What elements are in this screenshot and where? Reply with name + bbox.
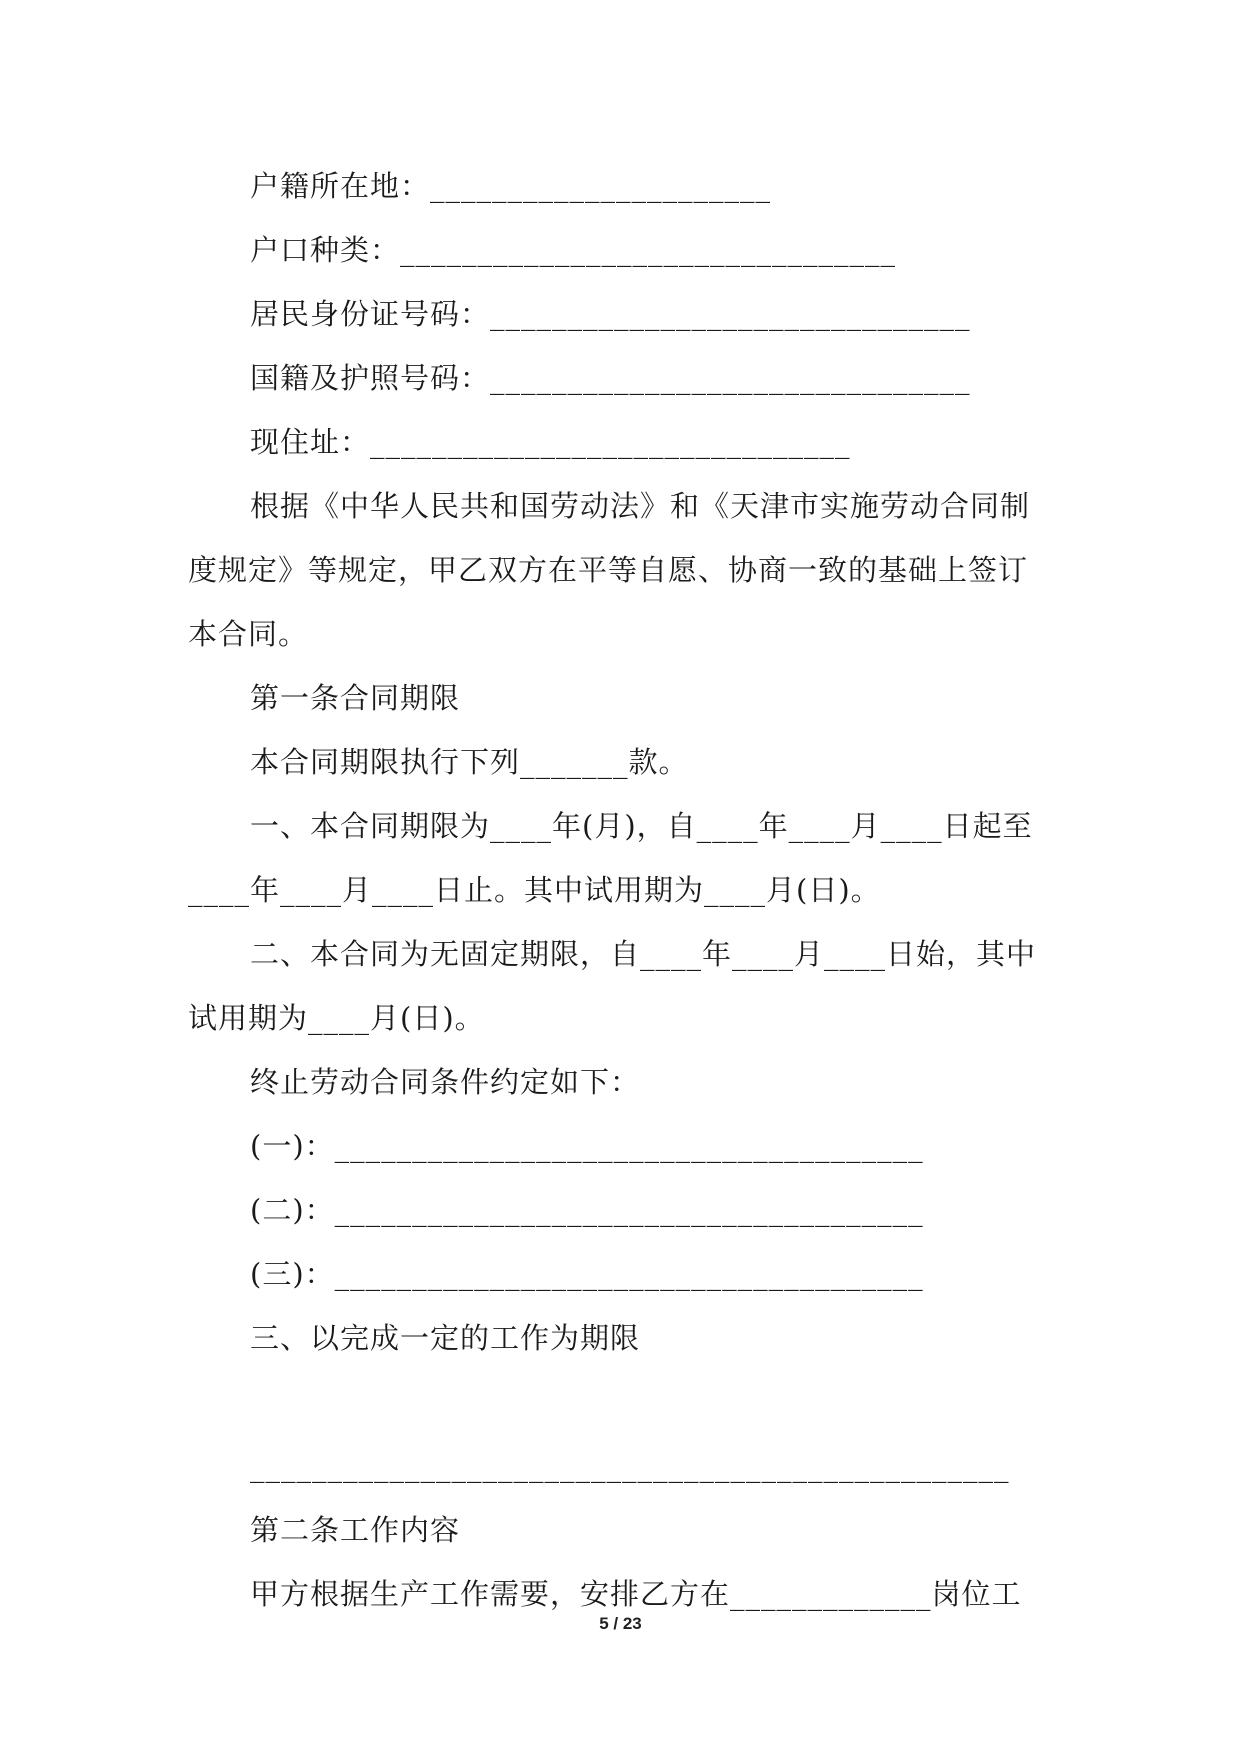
paragraph-preamble-line: 度规定》等规定，甲乙双方在平等自愿、协商一致的基础上签订 bbox=[188, 553, 1029, 587]
termination-conditions-heading: 终止劳动合同条件约定如下： bbox=[250, 1065, 641, 1099]
article-1-item-1: 一、本合同期限为____年(月)，自____年____月____日起至 bbox=[250, 809, 1033, 843]
page-number: 5 / 23 bbox=[599, 1614, 642, 1633]
article-1-item-3: 三、以完成一定的工作为期限 bbox=[250, 1321, 641, 1355]
paragraph-preamble-line: 根据《中华人民共和国劳动法》和《天津市实施劳动合同制 bbox=[250, 489, 1031, 523]
article-1-item-2-cont: 试用期为____月(日)。 bbox=[188, 1001, 485, 1035]
article-1-item-1-cont: ____年____月____日止。其中试用期为____月(日)。 bbox=[188, 873, 881, 907]
article-2-heading: 第二条工作内容 bbox=[250, 1513, 461, 1547]
spacer bbox=[188, 1370, 1058, 1434]
termination-condition-1: (一)：______________________________________ bbox=[250, 1129, 924, 1163]
article-2-paragraph: 甲方根据生产工作需要，安排乙方在_____________岗位工 bbox=[250, 1577, 1022, 1611]
field-current-address: 现住址：_______________________________ bbox=[250, 425, 851, 459]
termination-condition-2: (二)：______________________________________ bbox=[250, 1193, 924, 1227]
paragraph-preamble-line: 本合同。 bbox=[188, 617, 309, 651]
field-hukou-type: 户口种类：________________________________ bbox=[250, 233, 897, 267]
article-1-item-3-blank: _________________________________________________ bbox=[250, 1449, 1010, 1483]
article-1-clause-select: 本合同期限执行下列_______款。 bbox=[250, 745, 689, 779]
article-1-heading: 第一条合同期限 bbox=[250, 681, 461, 715]
field-nationality-passport: 国籍及护照号码：_______________________________ bbox=[250, 361, 971, 395]
field-hukou-location: 户籍所在地：______________________ bbox=[250, 169, 772, 203]
article-1-item-2: 二、本合同为无固定期限，自____年____月____日始，其中 bbox=[250, 937, 1037, 971]
document-body bbox=[188, 154, 1058, 1626]
field-id-number: 居民身份证号码：_______________________________ bbox=[250, 297, 971, 331]
termination-condition-3: (三)：______________________________________ bbox=[250, 1257, 924, 1291]
